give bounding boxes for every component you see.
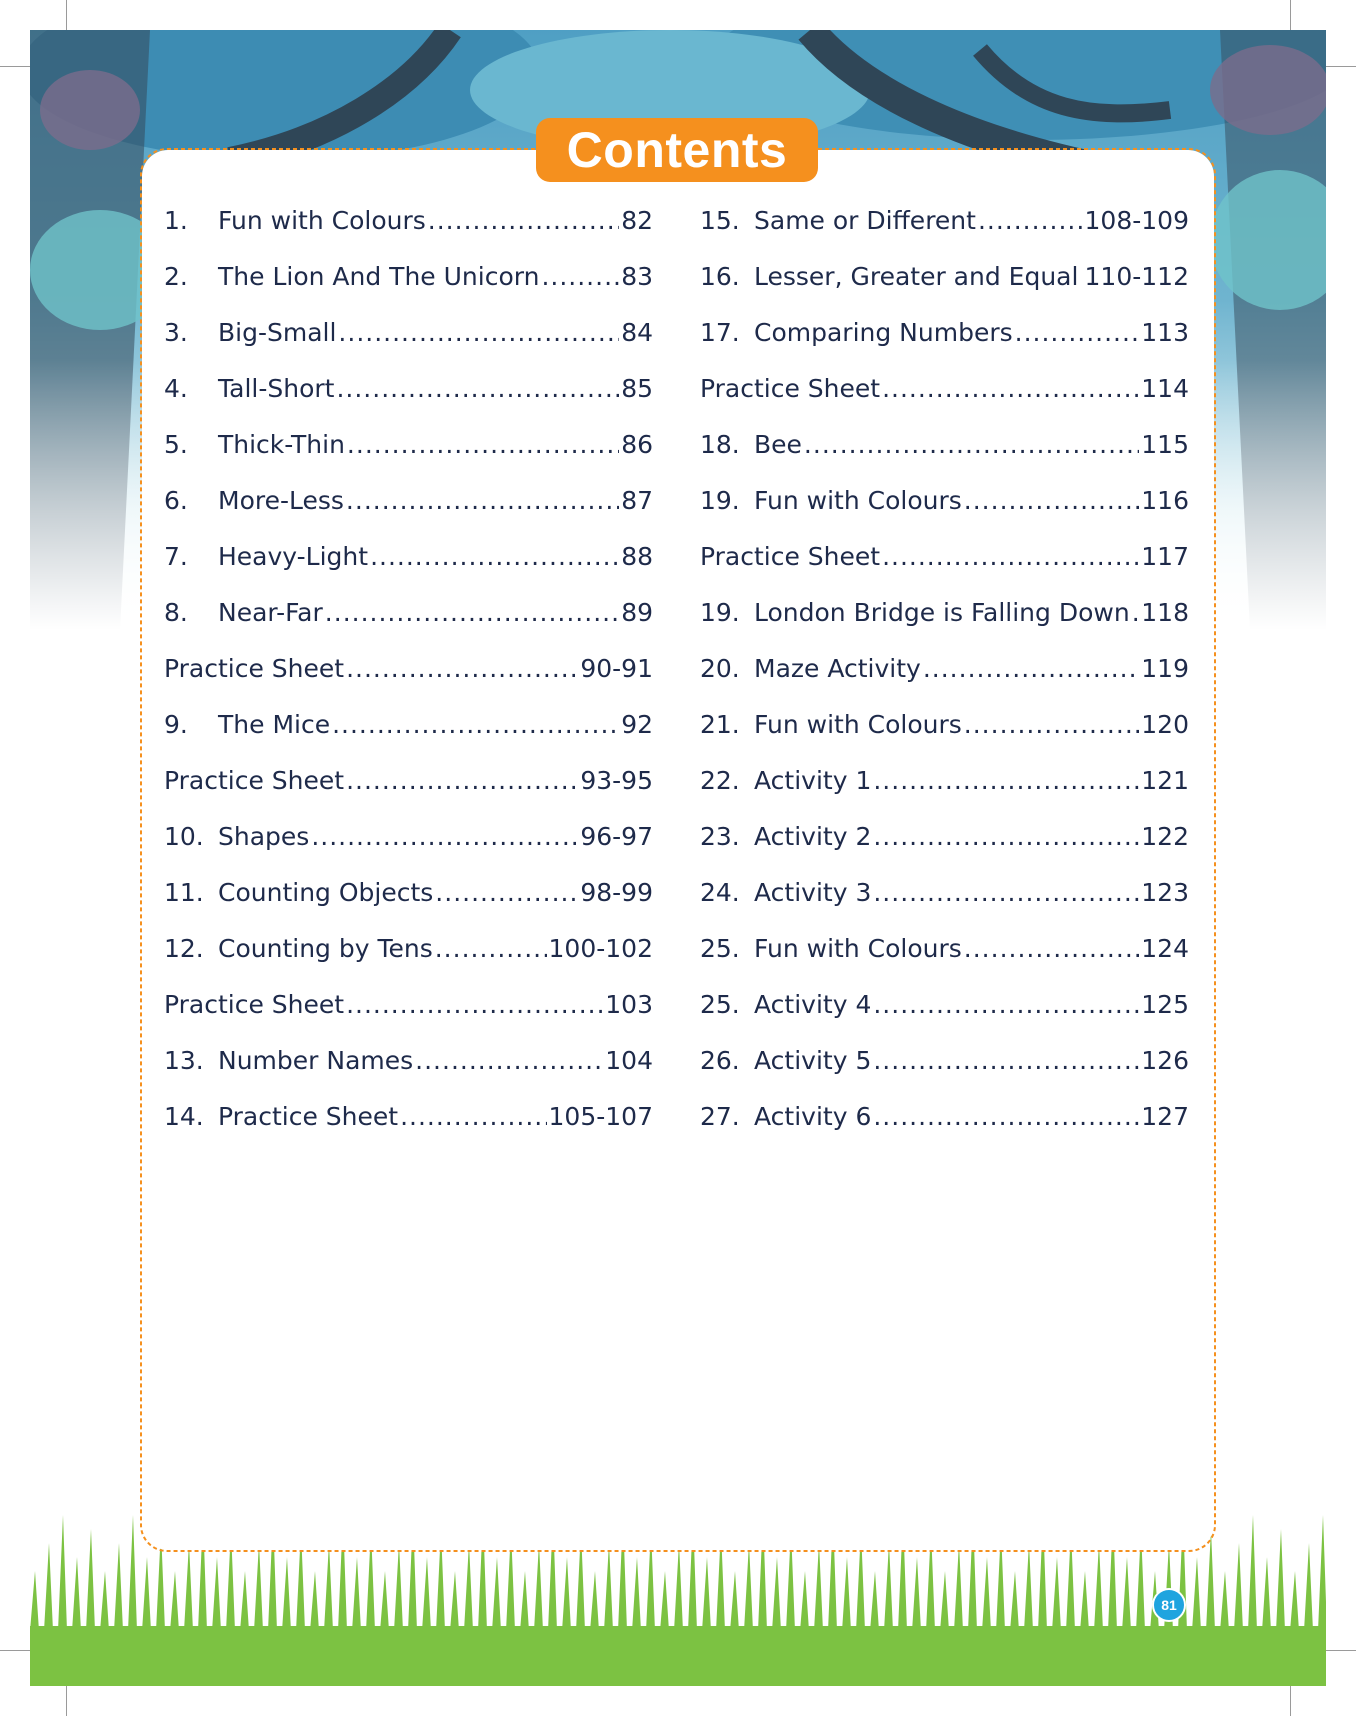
entry-title: More-Less	[218, 486, 344, 515]
entry-page: 86	[621, 430, 653, 459]
dot-leader	[873, 766, 1139, 795]
dot-leader	[964, 486, 1140, 515]
crop-mark	[0, 66, 30, 67]
contents-entry	[700, 430, 1189, 486]
contents-entry	[700, 374, 1189, 430]
dot-leader	[873, 1102, 1139, 1131]
entry-page: 87	[621, 486, 653, 515]
entry-title: Maze Activity	[754, 654, 921, 683]
entry-page: 126	[1141, 1046, 1189, 1075]
entry-number: 12.	[164, 934, 204, 963]
entry-page: 98-99	[580, 878, 653, 907]
entry-number: 19.	[700, 486, 740, 515]
entry-title: The Lion And The Unicorn	[218, 262, 540, 291]
entry-title: Practice Sheet	[218, 1102, 399, 1131]
dot-leader	[311, 822, 578, 851]
dot-leader	[873, 1046, 1139, 1075]
crop-mark	[1326, 1650, 1356, 1651]
contents-entry	[164, 822, 653, 878]
entry-page: 103	[605, 990, 653, 1019]
entry-title: Number Names	[218, 1046, 414, 1075]
dot-leader	[435, 934, 547, 963]
crop-mark	[1290, 1686, 1291, 1716]
entry-page: 84	[621, 318, 653, 347]
entry-title: Heavy-Light	[218, 542, 369, 571]
entry-number: 11.	[164, 878, 204, 907]
contents-entry	[164, 486, 653, 542]
entry-title: Counting Objects	[218, 878, 434, 907]
dot-leader	[347, 430, 619, 459]
entry-page: 85	[621, 374, 653, 403]
entry-page: 105-107	[548, 1102, 653, 1131]
contents-entry	[700, 206, 1189, 262]
entry-title: Big-Small	[218, 318, 337, 347]
entry-title: Shapes	[218, 822, 310, 851]
entry-title: Lesser, Greater and Equal	[754, 262, 1079, 291]
page-title: Contents	[536, 118, 818, 182]
entry-number: 2.	[164, 262, 188, 291]
entry-number: 26.	[700, 1046, 740, 1075]
contents-entry	[700, 878, 1189, 934]
crop-mark	[1290, 0, 1291, 30]
dot-leader	[804, 430, 1139, 459]
entry-number: 1.	[164, 206, 188, 235]
contents-entry	[700, 1102, 1189, 1158]
contents-entry	[164, 262, 653, 318]
contents-entry	[700, 318, 1189, 374]
entry-page: 121	[1141, 766, 1189, 795]
contents-entry	[700, 990, 1189, 1046]
entry-title: Near-Far	[218, 598, 323, 627]
entry-title: Practice Sheet	[700, 542, 881, 571]
entry-page: 127	[1141, 1102, 1189, 1131]
entry-number: 13.	[164, 1046, 204, 1075]
entry-number: 27.	[700, 1102, 740, 1131]
entry-page: 114	[1141, 374, 1189, 403]
contents-entry	[700, 710, 1189, 766]
contents-entry	[164, 710, 653, 766]
contents-entry	[700, 598, 1189, 654]
dot-leader	[873, 990, 1139, 1019]
dot-leader	[346, 486, 619, 515]
entry-title: Bee	[754, 430, 802, 459]
entry-title: Thick-Thin	[218, 430, 345, 459]
entry-title: Activity 2	[754, 822, 872, 851]
dot-leader	[882, 374, 1139, 403]
entry-page: 125	[1141, 990, 1189, 1019]
entry-title: Practice Sheet	[164, 654, 345, 683]
entry-page: 118	[1141, 598, 1189, 627]
entry-page: 123	[1141, 878, 1189, 907]
entry-number: 20.	[700, 654, 740, 683]
entry-page: 92	[621, 710, 653, 739]
entry-title: Activity 3	[754, 878, 872, 907]
entry-page: 115	[1141, 430, 1189, 459]
page-number-badge: 81	[1152, 1588, 1186, 1622]
crop-mark	[1326, 66, 1356, 67]
entry-title: Fun with Colours	[754, 934, 962, 963]
entry-number: 9.	[164, 710, 188, 739]
entry-number: 8.	[164, 598, 188, 627]
dot-leader	[1015, 318, 1140, 347]
entry-page: 89	[621, 598, 653, 627]
entry-number: 6.	[164, 486, 188, 515]
entry-number: 18.	[700, 430, 740, 459]
dot-leader	[428, 206, 619, 235]
contents-entry	[700, 542, 1189, 598]
dot-leader	[1132, 598, 1140, 627]
dot-leader	[978, 206, 1083, 235]
contents-entry	[700, 262, 1189, 318]
entry-title: Counting by Tens	[218, 934, 433, 963]
entry-number: 3.	[164, 318, 188, 347]
contents-entry	[164, 1102, 653, 1158]
entry-page: 124	[1141, 934, 1189, 963]
entry-page: 110-112	[1084, 262, 1189, 291]
dot-leader	[325, 598, 619, 627]
dot-leader	[346, 766, 578, 795]
entry-number: 25.	[700, 934, 740, 963]
entry-page: 90-91	[580, 654, 653, 683]
entry-number: 24.	[700, 878, 740, 907]
contents-entry	[164, 934, 653, 990]
dot-leader	[370, 542, 619, 571]
entry-title: Same or Different	[754, 206, 976, 235]
dot-leader	[415, 1046, 603, 1075]
entry-number: 16.	[700, 262, 740, 291]
entry-title: Activity 4	[754, 990, 872, 1019]
dot-leader	[541, 262, 619, 291]
entry-title: Practice Sheet	[164, 766, 345, 795]
entry-number: 25.	[700, 990, 740, 1019]
contents-entry	[700, 1046, 1189, 1102]
dot-leader	[336, 374, 619, 403]
entry-number: 4.	[164, 374, 188, 403]
entry-number: 5.	[164, 430, 188, 459]
entry-number: 21.	[700, 710, 740, 739]
entry-number: 22.	[700, 766, 740, 795]
entry-title: Fun with Colours	[754, 486, 962, 515]
entry-page: 93-95	[580, 766, 653, 795]
entry-title: Comparing Numbers	[754, 318, 1013, 347]
dot-leader	[346, 990, 603, 1019]
entry-title: The Mice	[218, 710, 331, 739]
contents-entry	[164, 598, 653, 654]
dot-leader	[400, 1102, 546, 1131]
entry-page: 119	[1141, 654, 1189, 683]
entry-page: 113	[1141, 318, 1189, 347]
entry-title: Practice Sheet	[700, 374, 881, 403]
contents-entry	[700, 934, 1189, 990]
entry-page: 96-97	[580, 822, 653, 851]
entry-title: Activity 1	[754, 766, 872, 795]
crop-mark	[66, 0, 67, 30]
dot-leader	[338, 318, 619, 347]
dot-leader	[873, 822, 1139, 851]
dot-leader	[332, 710, 619, 739]
dot-leader	[964, 710, 1140, 739]
dot-leader	[923, 654, 1139, 683]
entry-number: 14.	[164, 1102, 204, 1131]
entry-page: 116	[1141, 486, 1189, 515]
dot-leader	[346, 654, 578, 683]
contents-entry	[164, 654, 653, 710]
contents-entry	[700, 486, 1189, 542]
entry-page: 108-109	[1084, 206, 1189, 235]
entry-number: 19.	[700, 598, 740, 627]
entry-page: 83	[621, 262, 653, 291]
entry-page: 104	[605, 1046, 653, 1075]
dot-leader	[435, 878, 578, 907]
crop-mark	[66, 1686, 67, 1716]
dot-leader	[873, 878, 1139, 907]
contents-entry	[164, 430, 653, 486]
entry-page: 82	[621, 206, 653, 235]
crop-mark	[0, 1650, 30, 1651]
entry-number: 23.	[700, 822, 740, 851]
entry-title: Fun with Colours	[754, 710, 962, 739]
contents-left-column	[164, 206, 653, 1158]
entry-title: Practice Sheet	[164, 990, 345, 1019]
entry-title: Fun with Colours	[218, 206, 426, 235]
contents-entry	[164, 990, 653, 1046]
entry-page: 88	[621, 542, 653, 571]
entry-number: 7.	[164, 542, 188, 571]
entry-number: 17.	[700, 318, 740, 347]
contents-right-column	[700, 206, 1189, 1158]
entry-title: Activity 5	[754, 1046, 872, 1075]
entry-title: Activity 6	[754, 1102, 872, 1131]
contents-entry	[164, 766, 653, 822]
entry-number: 15.	[700, 206, 740, 235]
contents-entry	[164, 374, 653, 430]
entry-page: 100-102	[548, 934, 653, 963]
entry-page: 122	[1141, 822, 1189, 851]
contents-entry	[700, 822, 1189, 878]
contents-entry	[164, 878, 653, 934]
entry-title: London Bridge is Falling Down	[754, 598, 1130, 627]
contents-entry	[164, 318, 653, 374]
contents-entry	[700, 654, 1189, 710]
dot-leader	[964, 934, 1140, 963]
contents-entry	[700, 766, 1189, 822]
entry-title: Tall-Short	[218, 374, 335, 403]
entry-page: 117	[1141, 542, 1189, 571]
dot-leader	[1080, 262, 1082, 291]
contents-entry	[164, 206, 653, 262]
entry-page: 120	[1141, 710, 1189, 739]
contents-entry	[164, 1046, 653, 1102]
dot-leader	[882, 542, 1139, 571]
entry-number: 10.	[164, 822, 204, 851]
contents-entry	[164, 542, 653, 598]
